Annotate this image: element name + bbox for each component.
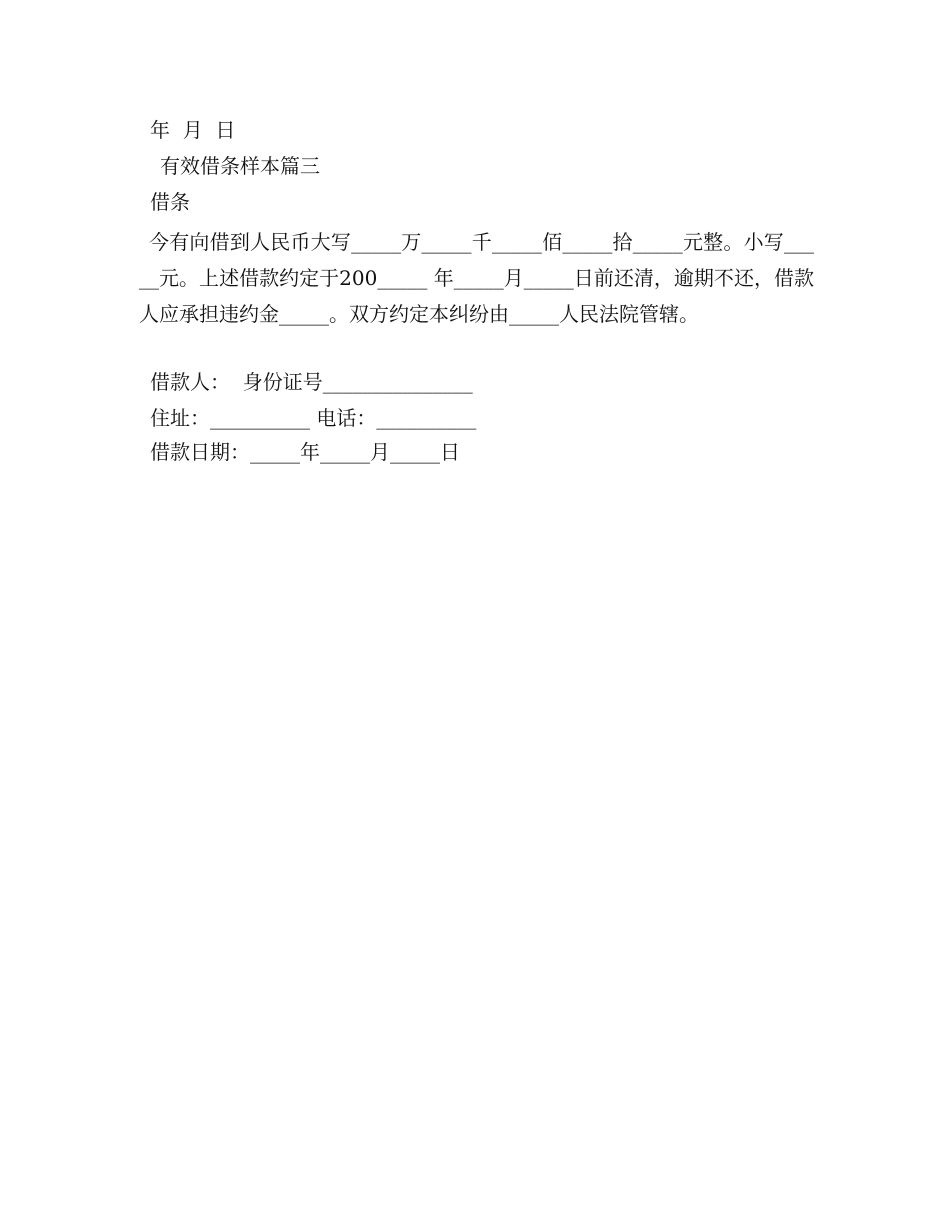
address-phone-line: 住址：__________ 电话：__________ [150,406,477,430]
loan-date-line: 借款日期：_____年_____月_____日 [150,440,460,464]
date-line: 年 月 日 [150,118,236,142]
section-title: 有效借条样本篇三 [160,154,320,178]
borrower-id-line: 借款人： 身份证号_______________ [150,370,473,394]
document-title: 借条 [150,190,190,214]
loan-body-paragraph: 今有向借到人民币大写_____万_____千_____佰_____拾_____元整。小写_____元。上述借款约定于200_____ 年_____月_____日前还清，逾期不还，借款人应承担违约金_____。双方约定本纠纷由_____人民法院管辖。 [139,230,814,326]
